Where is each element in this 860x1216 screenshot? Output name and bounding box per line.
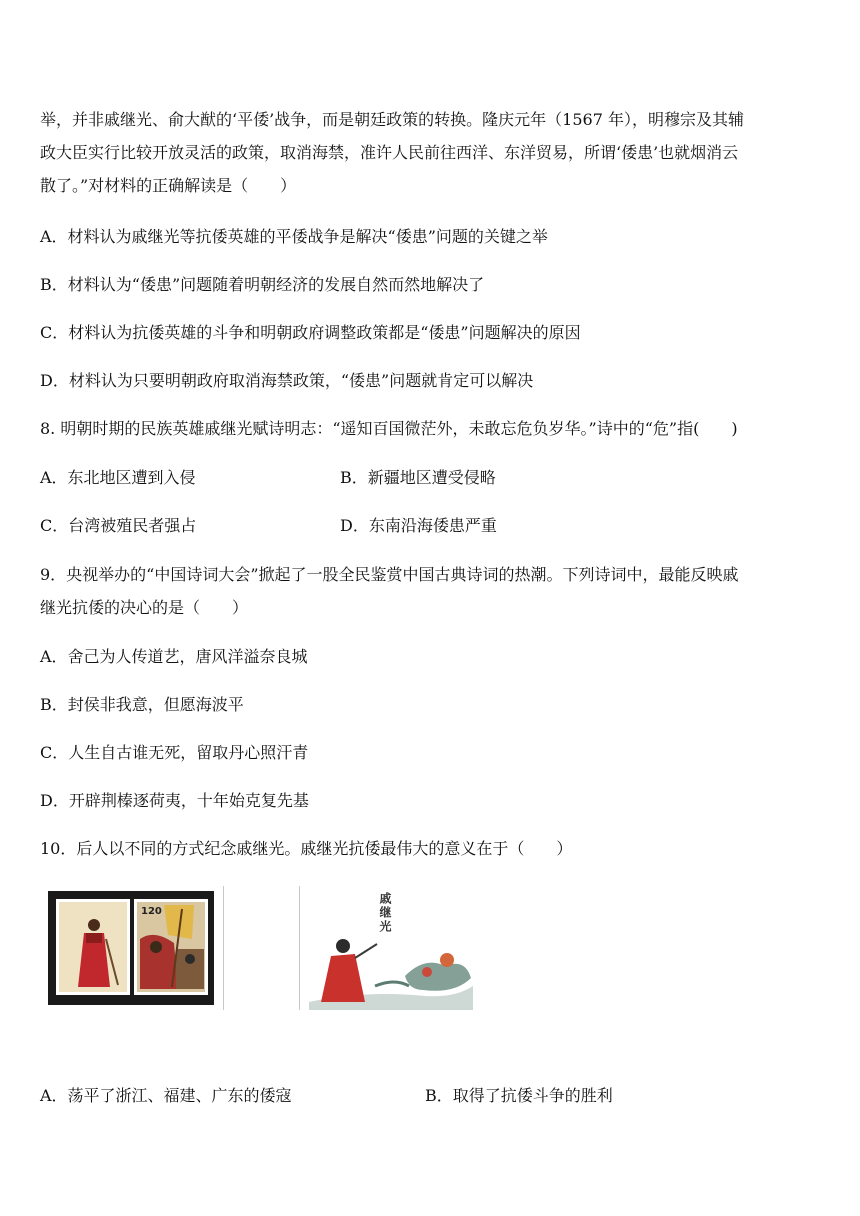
q8-option-a: A．东北地区遭到入侵 [40,468,196,487]
q7-option-c: C．材料认为抗倭英雄的斗争和明朝政府调整政策都是“倭患”问题解决的原因 [40,323,581,342]
stamp-2 [134,899,208,995]
image-divider-right [299,886,300,1010]
warrior-painting-icon [305,886,475,1010]
q9-stem-line-2: 继光抗倭的决心的是（ ） [40,598,249,617]
stamp-2-price: 120 [141,906,162,917]
q7-option-b: B．材料认为“倭患”问题随着明朝经济的发展自然而然地解决了 [40,275,485,294]
general-figure-icon [56,899,130,995]
stamp-1 [56,899,130,995]
q9-option-d: D．开辟荆榛逐荷夷，十年始克复先基 [40,791,309,810]
stamps-image [48,891,214,1005]
q8-option-d: D．东南沿海倭患严重 [340,516,497,535]
q9-option-c: C．人生自古谁无死，留取丹心照汗青 [40,743,309,762]
q7-option-a: A．材料认为戚继光等抗倭英雄的平倭战争是解决“倭患”问题的关键之举 [40,227,548,246]
q9-option-b: B．封侯非我意，但愿海波平 [40,695,244,714]
q10-option-a: A．荡平了浙江、福建、广东的倭寇 [40,1086,292,1105]
q8-stem: 8. 明朝时期的民族英雄戚继光赋诗明志：“遥知百国微茫外，未敢忘危负岁华。”诗中的“危”指( ) [40,419,738,438]
q9-stem-line-1: 9．央视举办的“中国诗词大会”掀起了一股全民鉴赏中国古典诗词的热潮。下列诗词中，最能反映戚 [40,565,739,584]
q8-option-c: C．台湾被殖民者强占 [40,516,197,535]
q7-continuation-line-3: 散了。”对材料的正确解读是（ ） [40,176,297,195]
q9-option-a: A．舍己为人传道艺，唐风洋溢奈良城 [40,647,308,666]
painting-title: 戚继光 [378,892,392,934]
q10-option-b: B．取得了抗倭斗争的胜利 [425,1086,613,1105]
q7-continuation-line-2: 政大臣实行比较开放灵活的政策，取消海禁，准许人民前往西洋、东洋贸易，所谓‘倭患’也就烟消云 [40,143,739,162]
q10-stem: 10．后人以不同的方式纪念戚继光。戚继光抗倭最伟大的意义在于（ ） [40,839,573,858]
q7-option-d: D．材料认为只要明朝政府取消海禁政策，“倭患”问题就肯定可以解决 [40,371,534,390]
q8-option-b: B．新疆地区遭受侵略 [340,468,496,487]
q7-continuation-line-1: 举，并非戚继光、俞大猷的‘平倭’战争，而是朝廷政策的转换。隆庆元年（1567 年），明穆宗及其辅 [40,110,744,129]
image-divider-left [223,886,224,1010]
ink-painting-image [305,886,475,1010]
